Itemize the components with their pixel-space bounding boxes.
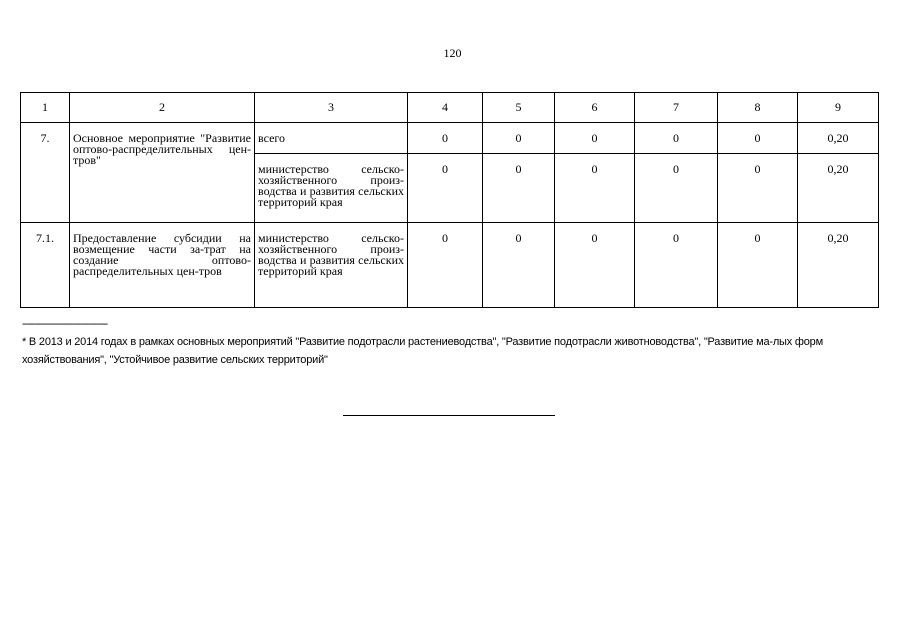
header-cell: 5	[483, 93, 555, 123]
footnote-text: * В 2013 и 2014 годах в рамках основных мероприятий "Развитие подотрасли растениеводства", "Развитие подотрасли животноводства", "Развитие ма-лых форм хозяйствования", "Устойчивое развитие сельских территорий"	[22, 336, 823, 366]
activity-name: Основное мероприятие "Развитие оптово-распределительных цен-тров"	[70, 123, 255, 223]
header-cell: 6	[555, 93, 635, 123]
value-cell: 0	[718, 123, 798, 154]
footnote-separator: --------------------------------	[22, 318, 108, 330]
value-cell: 0	[635, 223, 718, 308]
value-cell: 0	[555, 154, 635, 223]
value-cell: 0	[718, 223, 798, 308]
row-index: 7.1.	[21, 223, 70, 308]
header-cell: 7	[635, 93, 718, 123]
value-cell: 0	[408, 154, 483, 223]
activity-name: Предоставление субсидии на возмещение части за-трат на создание оптово-распределительных цен-тров	[70, 223, 255, 308]
value-cell: 0	[483, 154, 555, 223]
row-index: 7.	[21, 123, 70, 223]
table-row	[21, 223, 879, 308]
header-cell: 1	[21, 93, 70, 123]
value-cell: 0	[555, 123, 635, 154]
header-cell: 4	[408, 93, 483, 123]
value-cell: 0	[408, 223, 483, 308]
end-divider-line	[343, 415, 555, 416]
value-cell: 0,20	[798, 223, 879, 308]
value-cell: 0	[635, 123, 718, 154]
value-cell: 0	[555, 223, 635, 308]
value-cell: 0,20	[798, 123, 879, 154]
value-cell: 0,20	[798, 154, 879, 223]
funding-source: министерство сельско-хозяйственного произ-водства и развития сельских территорий края	[255, 154, 408, 223]
page-number: 120	[443, 46, 462, 60]
table-header-row	[21, 93, 879, 123]
funding-source: министерство сельско-хозяйственного произ-водства и развития сельских территорий края	[255, 223, 408, 308]
table-row	[21, 123, 879, 154]
value-cell: 0	[483, 123, 555, 154]
header-cell: 8	[718, 93, 798, 123]
value-cell: 0	[483, 223, 555, 308]
header-cell: 9	[798, 93, 879, 123]
funding-source: всего	[255, 123, 408, 154]
value-cell: 0	[718, 154, 798, 223]
budget-table	[20, 92, 879, 308]
header-cell: 3	[255, 93, 408, 123]
value-cell: 0	[635, 154, 718, 223]
value-cell: 0	[408, 123, 483, 154]
header-cell: 2	[70, 93, 255, 123]
